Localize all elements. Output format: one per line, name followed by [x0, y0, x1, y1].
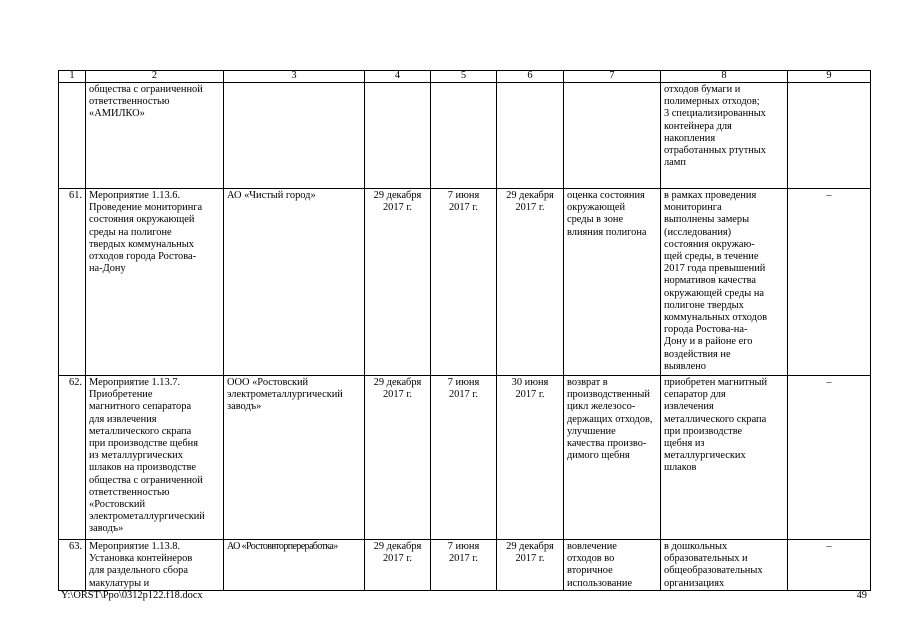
- actual-result-cell: в рамках проведения мониторинга выполнены замеры (исследования) состояния окружаю- щей среды, в течение 2017 года превышений нормативов качества окружающей среды на полигоне твердых коммунальных отходов города Ростова-на- Дону и в районе его воздействия не выявлено: [661, 189, 788, 376]
- expected-result-cell: вовлечение отходов во вторичное использование: [564, 540, 661, 591]
- table-row: [59, 189, 871, 376]
- note-cell: [788, 83, 871, 189]
- executor-cell: [224, 83, 365, 189]
- planned-end-cell: 29 декабря 2017 г.: [365, 189, 431, 376]
- column-number: 7: [564, 71, 661, 83]
- column-number: 1: [59, 71, 86, 83]
- start-cell: [431, 83, 497, 189]
- actual-result-cell: в дошкольных образовательных и общеобразовательных организациях: [661, 540, 788, 591]
- column-number: 5: [431, 71, 497, 83]
- expected-result-cell: [564, 83, 661, 189]
- report-table: [58, 70, 871, 591]
- table-row: [59, 376, 871, 540]
- column-number: 3: [224, 71, 365, 83]
- executor-cell: АО «Ростоввторпереработка»: [224, 540, 365, 591]
- planned-end-cell: [365, 83, 431, 189]
- column-number: 8: [661, 71, 788, 83]
- start-cell: 7 июня 2017 г.: [431, 189, 497, 376]
- end-cell: 30 июня 2017 г.: [497, 376, 564, 540]
- start-cell: 7 июня 2017 г.: [431, 540, 497, 591]
- end-cell: [497, 83, 564, 189]
- column-number: 2: [86, 71, 224, 83]
- row-number: [59, 83, 86, 189]
- table-row: [59, 83, 871, 189]
- file-path-footer: Y:\ORST\Ppo\0312p122.f18.docx: [61, 590, 203, 601]
- expected-result-cell: возврат в производственный цикл железосо- держащих отходов, улучшение качества произво- димого щебня: [564, 376, 661, 540]
- actual-result-cell: отходов бумаги и полимерных отходов; 3 специализированных контейнера для накопления отработанных ртутных ламп: [661, 83, 788, 189]
- executor-cell: АО «Чистый город»: [224, 189, 365, 376]
- note-cell: –: [788, 189, 871, 376]
- event-cell: Мероприятие 1.13.8. Установка контейнеров для раздельного сбора макулатуры и: [86, 540, 224, 591]
- planned-end-cell: 29 декабря 2017 г.: [365, 540, 431, 591]
- event-cell: Мероприятие 1.13.7. Приобретение магнитного сепаратора для извлечения металлического скрапа при производстве щебня из металлургических шлаков на производстве общества с ограниченной ответственностью «Ростовский электрометаллургический заводъ»: [86, 376, 224, 540]
- row-number: 61.: [59, 189, 86, 376]
- end-cell: 29 декабря 2017 г.: [497, 189, 564, 376]
- table-row: [59, 540, 871, 591]
- expected-result-cell: оценка состояния окружающей среды в зоне влияния полигона: [564, 189, 661, 376]
- start-cell: 7 июня 2017 г.: [431, 376, 497, 540]
- event-cell: общества с ограниченной ответственностью «АМИЛКО»: [86, 83, 224, 189]
- end-cell: 29 декабря 2017 г.: [497, 540, 564, 591]
- actual-result-cell: приобретен магнитный сепаратор для извлечения металлического скрапа при производстве щебня из металлургических шлаков: [661, 376, 788, 540]
- planned-end-cell: 29 декабря 2017 г.: [365, 376, 431, 540]
- event-cell: Мероприятие 1.13.6. Проведение мониторинга состояния окружающей среды на полигоне твердых коммунальных отходов города Ростова- на-Дону: [86, 189, 224, 376]
- row-number: 63.: [59, 540, 86, 591]
- page-number: 49: [856, 590, 867, 601]
- note-cell: –: [788, 376, 871, 540]
- column-number: 4: [365, 71, 431, 83]
- executor-cell: ООО «Ростовский электрометаллургический заводъ»: [224, 376, 365, 540]
- column-number: 9: [788, 71, 871, 83]
- note-cell: –: [788, 540, 871, 591]
- row-number: 62.: [59, 376, 86, 540]
- column-number-row: [59, 71, 871, 83]
- column-number: 6: [497, 71, 564, 83]
